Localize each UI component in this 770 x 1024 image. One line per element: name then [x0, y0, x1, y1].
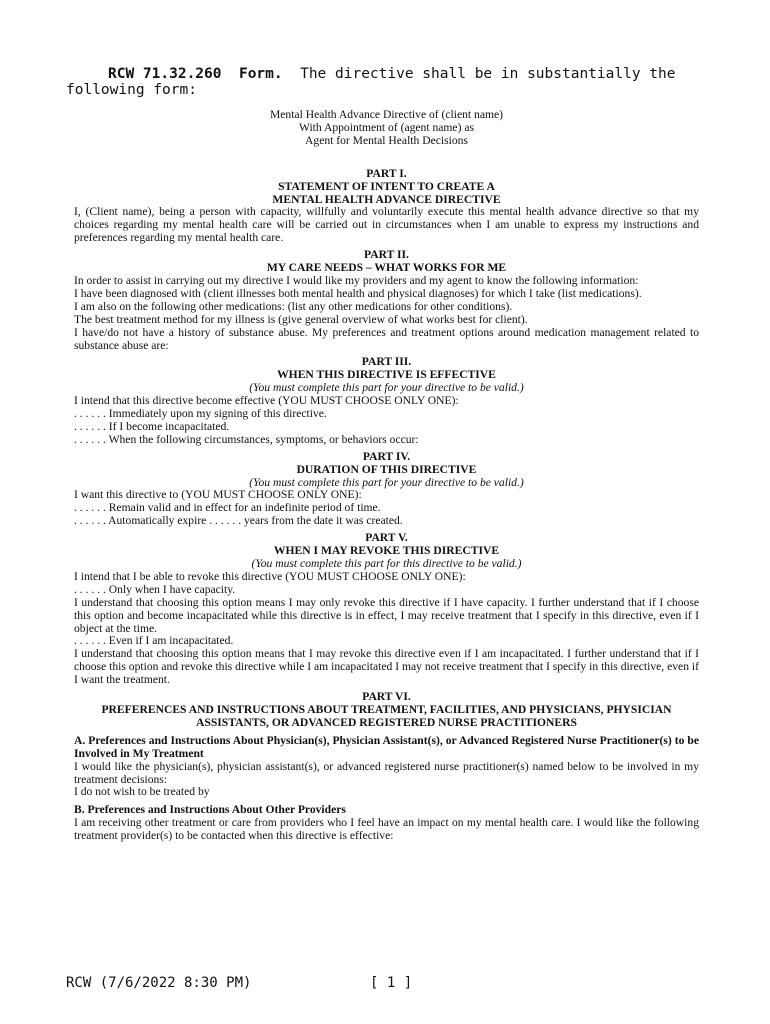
part6-number: PART VI. [362, 690, 411, 704]
form-title [74, 109, 699, 148]
part1-heading-1: STATEMENT OF INTENT TO CREATE A [278, 179, 495, 193]
footer-timestamp: RCW (7/6/2022 8:30 PM) [66, 975, 252, 991]
part5-number: PART V. [365, 531, 408, 545]
part5-option-1: . . . . . . Only when I have capacity. [74, 582, 236, 596]
part3-option-3: . . . . . . When the following circumstances, symptoms, or behaviors occur: [74, 432, 419, 446]
header-text-2: following form: [66, 82, 197, 98]
header-line-1 [66, 66, 706, 82]
part6-subheading-b: B. Preferences and Instructions About Other Providers [74, 803, 346, 817]
part3-number: PART III. [361, 355, 412, 369]
form-label: Form. [238, 66, 283, 82]
part4-heading: DURATION OF THIS DIRECTIVE [296, 462, 477, 476]
part2-number: PART II. [364, 248, 409, 262]
part1-number: PART I. [366, 166, 407, 180]
part2-heading: MY CARE NEEDS – WHAT WORKS FOR ME [266, 261, 507, 275]
part5-explanation-2: I understand that choosing this option means that I may revoke this directive even if I am incapacitated. I further understand that if I choose this option and revoke this directive while I am incapacitated I may not receive treatment that I specify in this directive, even if I want the treatment. [74, 647, 699, 687]
title-line-1: Mental Health Advance Directive of (client name) [269, 108, 504, 121]
part2-line-5: I have/do not have a history of substance abuse. My preferences and treatment options around medication management related to substance abuse are: [74, 325, 699, 352]
part5-note: (You must complete this part for this directive to be valid.) [251, 557, 522, 570]
part2-line-4: The best treatment method for my illness is (give general overview of what works best for client). [74, 312, 528, 326]
part3-heading: WHEN THIS DIRECTIVE IS EFFECTIVE [277, 368, 496, 382]
part5-option-2: . . . . . . Even if I am incapacitated. [74, 634, 234, 648]
part2-line-1: In order to assist in carrying out my directive I would like my providers and my agent to know the following information: [74, 273, 639, 287]
page-number: [ 1 ] [370, 975, 413, 991]
part4-number: PART IV. [362, 449, 411, 463]
part5-explanation-1: I understand that choosing this option means I may only revoke this directive if I have capacity. I further understand that if I choose this option and become incapacitated while this directive is in effect, I may receive treatment that I specify in this directive, even if I object at the time. [74, 595, 699, 635]
part5-heading: WHEN I MAY REVOKE THIS DIRECTIVE [273, 544, 500, 558]
part2-line-2: I have been diagnosed with (client illnesses both mental health and physical diagnoses) for which I take (list medications). [74, 286, 642, 300]
rcw-header [66, 66, 706, 98]
part1-heading-2: MENTAL HEALTH ADVANCE DIRECTIVE [272, 192, 501, 206]
title-line-2: With Appointment of (agent name) as [298, 120, 474, 134]
title-line-3: Agent for Mental Health Decisions [305, 133, 468, 147]
part4-option-1: . . . . . . Remain valid and in effect for an indefinite period of time. [74, 501, 381, 515]
part6-subheading-a: A. Preferences and Instructions About Physician(s), Physician Assistant(s), or Advanced Registered Nurse Practitioner(s) to be Involved in My Treatment [74, 733, 699, 760]
part3-note: (You must complete this part for your directive to be valid.) [249, 381, 524, 395]
page-footer [66, 975, 413, 991]
part6-heading-1: PREFERENCES AND INSTRUCTIONS ABOUT TREATMENT, FACILITIES, AND PHYSICIANS, PHYSICIAN [101, 702, 672, 716]
part2-line-3: I am also on the following other medications: (list any other medications for other conditions). [74, 299, 513, 313]
part6-a-line-1: I would like the physician(s), physician assistant(s), or advanced registered nurse practitioner(s) named below to be involved in my treatment decisions: [74, 759, 699, 786]
part6-a-line-2: I do not wish to be treated by [74, 785, 210, 799]
part5-line-1: I intend that I be able to revoke this directive (YOU MUST CHOOSE ONLY ONE): [74, 569, 466, 583]
part6-heading-2: ASSISTANTS, OR ADVANCED REGISTERED NURSE PRACTITIONERS [196, 715, 577, 729]
header-text-1: The directive shall be in substantially the [300, 66, 676, 82]
part1-text: I, (Client name), being a person with capacity, willfully and voluntarily execute this mental health advance directive so that my choices regarding my mental health care will be carried out in circumstances when I am unable to express my instructions and preferences regarding my mental health care. [74, 205, 699, 245]
part4-line-1: I want this directive to (YOU MUST CHOOSE ONLY ONE): [74, 488, 362, 502]
part3-option-2: . . . . . . If I become incapacitated. [74, 419, 230, 433]
part3-line-1: I intend that this directive become effective (YOU MUST CHOOSE ONLY ONE): [74, 394, 459, 408]
directive-form [74, 109, 699, 843]
part6-b-line-1: I am receiving other treatment or care from providers who I feel have an impact on my mental health care. I would like the following treatment provider(s) to be contacted when this directive is effective: [74, 816, 699, 843]
part3-option-1: . . . . . . Immediately upon my signing of this directive. [74, 407, 327, 421]
part4-note: (You must complete this part for your directive to be valid.) [249, 475, 524, 489]
part4-option-2: . . . . . . Automatically expire . . . . . . years from the date it was created. [74, 514, 403, 528]
rcw-citation: RCW 71.32.260 [108, 66, 222, 82]
